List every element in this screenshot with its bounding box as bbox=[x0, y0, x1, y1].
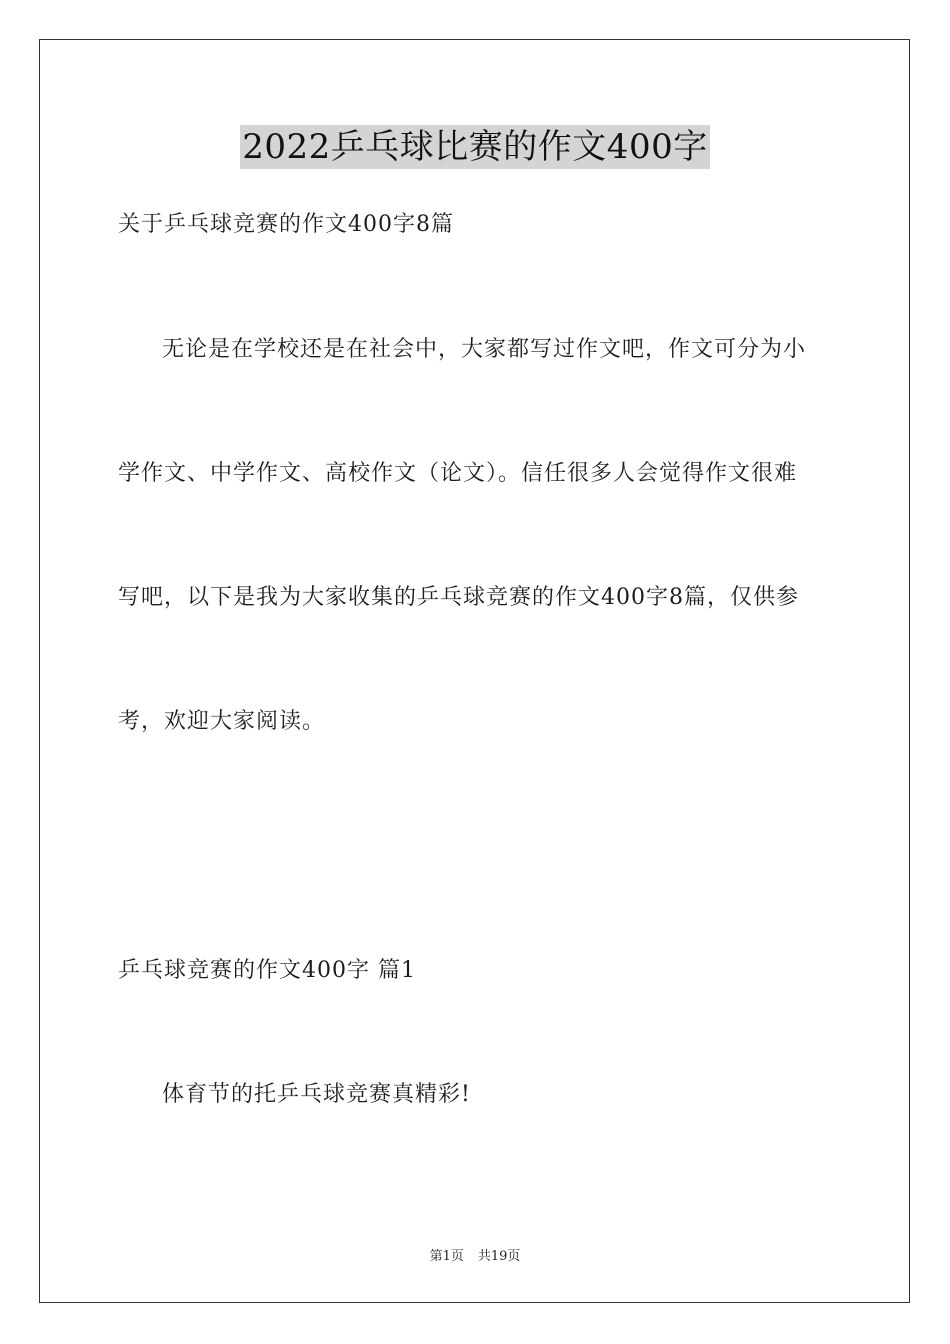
section-heading: 乒乓球竞赛的作文400字 篇1 bbox=[118, 958, 416, 983]
intro-paragraph-line-4: 考，欢迎大家阅读。 bbox=[118, 709, 326, 734]
page-number-total: 共19页 bbox=[477, 1249, 521, 1264]
document-subtitle: 关于乒乓球竞赛的作文400字8篇 bbox=[118, 212, 454, 237]
document-title: 2022乒乓球比赛的作文400字 bbox=[242, 127, 708, 167]
section-paragraph-line-1: 体育节的托乒乓球竞赛真精彩! bbox=[162, 1082, 471, 1107]
title-container bbox=[0, 125, 950, 169]
page-footer bbox=[0, 1249, 950, 1265]
intro-paragraph-line-1: 无论是在学校还是在社会中，大家都写过作文吧，作文可分为小 bbox=[162, 337, 807, 362]
page-number-current: 第1页 bbox=[429, 1249, 464, 1264]
intro-paragraph-line-3: 写吧，以下是我为大家收集的乒乓球竞赛的作文400字8篇，仅供参 bbox=[118, 585, 799, 610]
intro-paragraph-line-2: 学作文、中学作文、高校作文（论文）。信任很多人会觉得作文很难 bbox=[118, 461, 798, 486]
